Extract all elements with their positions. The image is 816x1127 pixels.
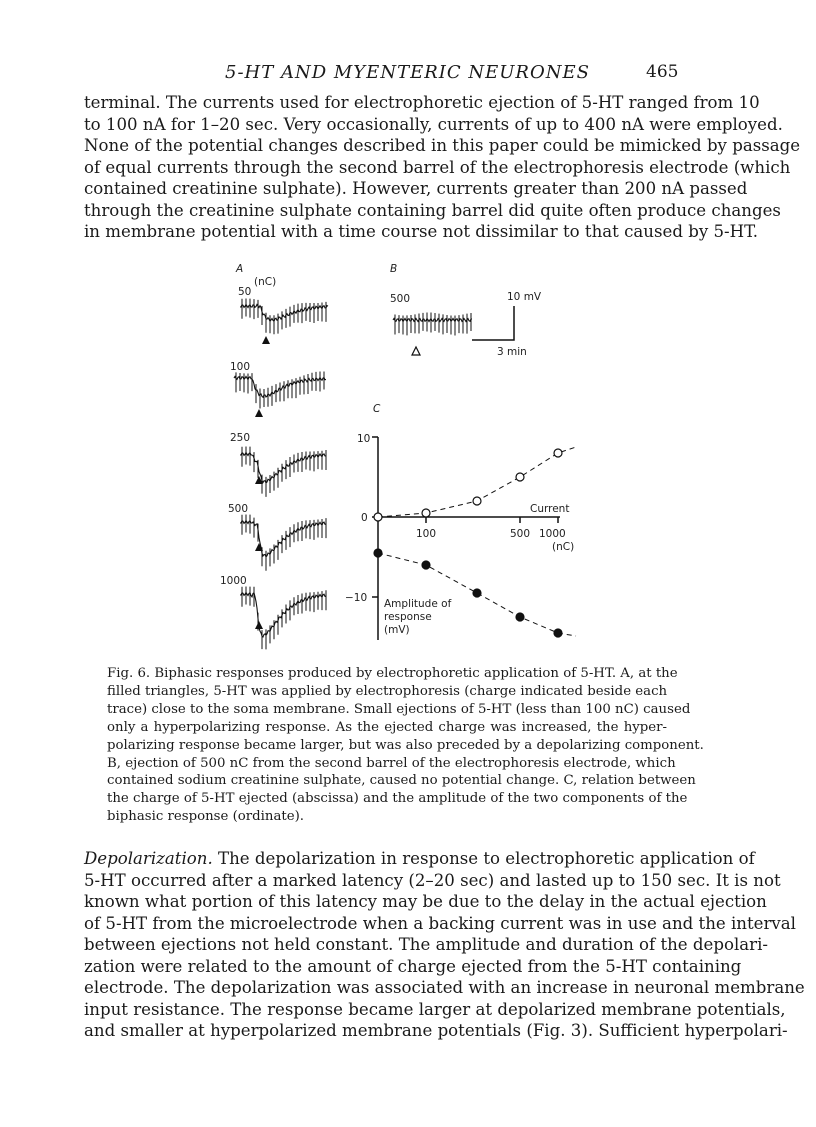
caption-line: polarizing response became larger, but was also preceded by a depolarizing component. bbox=[107, 737, 704, 753]
text-line: electrode. The depolarization was associated with an increase in neuronal membrane bbox=[84, 978, 805, 997]
scale-bar bbox=[472, 306, 514, 340]
y-axis-label-line-2: response bbox=[384, 611, 432, 623]
text-line: through the creatinine sulphate containing barrel did quite often produce changes bbox=[84, 200, 781, 220]
trace-100 bbox=[234, 371, 326, 408]
scale-bar-time: 3 min bbox=[497, 346, 527, 358]
figure-6 bbox=[210, 258, 610, 658]
caption-line: contained sodium creatinine sulphate, caused no potential change. C, relation between bbox=[107, 773, 696, 789]
text-line: None of the potential changes described in this paper could be mimicked by passage bbox=[84, 136, 801, 155]
panel-c-label: C bbox=[373, 403, 381, 415]
text-line: input resistance. The response became larger at depolarized membrane potentials, bbox=[84, 999, 786, 1019]
filled-data-point bbox=[422, 561, 430, 569]
panel-a-charge-4: 500 bbox=[228, 503, 249, 515]
text-line: contained creatinine sulphate). However, currents greater than 200 nA passed bbox=[84, 179, 748, 198]
open-data-point bbox=[554, 449, 562, 457]
text-line: terminal. The currents used for electrophoretic ejection of 5-HT ranged from 10 bbox=[84, 93, 760, 112]
open-data-point bbox=[473, 497, 481, 505]
caption-line: Fig. 6. Biphasic responses produced by electrophoretic application of 5-HT. A, at the bbox=[107, 666, 678, 681]
trace-500 bbox=[240, 515, 326, 571]
panel-a-charge-3: 250 bbox=[230, 432, 251, 444]
filled-data-point bbox=[516, 613, 524, 621]
caption-line: the charge of 5-HT ejected (abscissa) and the amplitude of the two components of the bbox=[107, 791, 688, 807]
paragraph-depolarization bbox=[84, 848, 805, 1042]
x-axis-label: Current bbox=[530, 503, 570, 515]
trace-line bbox=[240, 593, 326, 638]
text-line: zation were related to the amount of charge ejected from the 5-HT containing bbox=[84, 956, 742, 976]
panel-a-unit: (nC) bbox=[254, 276, 277, 288]
text-line: 5-HT occurred after a marked latency (2–20 sec) and lasted up to 150 sec. It is not bbox=[84, 870, 781, 890]
filled-data-point bbox=[473, 589, 481, 597]
y-tick-label-10: 10 bbox=[357, 433, 371, 445]
y-axis-label-line-1: Amplitude of bbox=[384, 598, 452, 610]
figure-canvas bbox=[210, 258, 610, 658]
trace-1000 bbox=[240, 587, 326, 650]
open-data-point bbox=[422, 509, 430, 517]
paragraph-top bbox=[84, 92, 801, 243]
x-tick-label-100: 100 bbox=[416, 528, 437, 540]
text-line: known what portion of this latency may be due to the delay in the actual ejection bbox=[84, 892, 767, 911]
panel-a-charge-1: 50 bbox=[238, 286, 252, 298]
filled-triangle-marker bbox=[255, 543, 263, 551]
text-line: and smaller at hyperpolarized membrane potentials (Fig. 3). Sufficient hyperpolari- bbox=[84, 1021, 788, 1040]
trace-line bbox=[393, 319, 472, 322]
filled-triangle-marker bbox=[255, 621, 263, 629]
filled-triangle-marker bbox=[262, 336, 270, 344]
caption-line: B, ejection of 500 nC from the second barrel of the electrophoresis electrode, which bbox=[107, 755, 676, 771]
text-line: to 100 nA for 1–20 sec. Very occasionally, currents of up to 400 nA were employed. bbox=[84, 114, 783, 134]
caption-line: filled triangles, 5-HT was applied by electrophoresis (charge indicated beside each bbox=[107, 683, 668, 699]
panel-a-label: A bbox=[236, 263, 244, 275]
panel-b-charge: 500 bbox=[390, 293, 411, 305]
filled-triangle-marker bbox=[255, 409, 263, 417]
open-data-point bbox=[516, 473, 524, 481]
figure-caption bbox=[107, 665, 704, 826]
filled-data-point bbox=[554, 629, 562, 637]
caption-line: biphasic response (ordinate). bbox=[107, 809, 304, 825]
panel-b-label: B bbox=[390, 263, 398, 275]
panel-a-charge-2: 100 bbox=[230, 361, 251, 373]
text-line: of 5-HT from the microelectrode when a backing current was in use and the interval bbox=[84, 913, 796, 933]
page-number: 465 bbox=[646, 62, 679, 82]
caption-line: trace) close to the soma membrane. Small ejections of 5-HT (less than 100 nC) caused bbox=[107, 701, 691, 717]
scale-bar-voltage: 10 mV bbox=[507, 291, 542, 303]
y-tick-label-0: 0 bbox=[361, 512, 368, 524]
text-line: in membrane potential with a time course not dissimilar to that caused by 5-HT. bbox=[84, 222, 759, 241]
x-axis-unit: (nC) bbox=[552, 541, 575, 553]
running-header bbox=[0, 62, 816, 86]
running-title: 5-HT AND MYENTERIC NEURONES bbox=[225, 62, 590, 83]
text-line: of equal currents through the second barrel of the electrophoresis electrode (which bbox=[84, 157, 791, 177]
trace-50 bbox=[240, 299, 328, 335]
panel-a-charge-5: 1000 bbox=[220, 575, 247, 587]
open-triangle-marker bbox=[412, 347, 420, 355]
text-line bbox=[84, 848, 755, 870]
filled-data-point bbox=[374, 549, 382, 557]
text-span: The depolarization in response to electrophoretic application of bbox=[212, 849, 755, 868]
trace-control bbox=[393, 313, 472, 336]
text-line: between ejections not held constant. The amplitude and duration of the depolari- bbox=[84, 935, 769, 954]
y-axis-label-line-3: (mV) bbox=[384, 624, 410, 636]
trace-line bbox=[240, 521, 326, 557]
x-tick-label-1000: 1000 bbox=[539, 528, 566, 540]
trace-line bbox=[240, 453, 326, 483]
caption-line: only a hyperpolarizing response. As the ejected charge was increased, the hyper- bbox=[107, 719, 667, 735]
y-tick-label-minus-10: −10 bbox=[345, 592, 368, 604]
open-data-point bbox=[374, 513, 382, 521]
run-in-heading: Depolarization. bbox=[84, 849, 213, 868]
trace-250 bbox=[240, 447, 326, 497]
x-tick-label-500: 500 bbox=[510, 528, 531, 540]
trace-line bbox=[240, 305, 328, 322]
